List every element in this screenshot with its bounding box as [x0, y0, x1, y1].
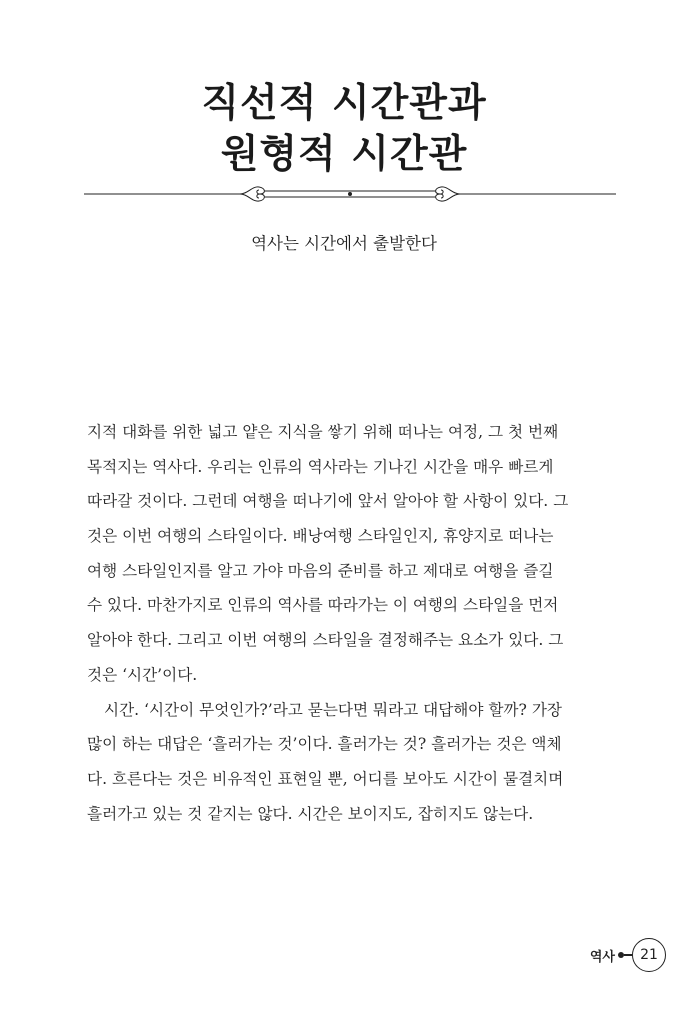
body-line: 알아야 한다. 그리고 이번 여행의 스타일을 결정해주는 요소가 있다. 그: [87, 631, 564, 650]
body-text: [87, 415, 619, 831]
body-line: 따라갈 것이다. 그런데 여행을 떠나기에 앞서 알아야 할 사항이 있다. 그: [87, 492, 569, 511]
section-subtitle: 역사는 시간에서 출발한다: [251, 234, 437, 253]
chapter-title: [0, 78, 688, 180]
connector-line: [624, 954, 632, 956]
body-line: 것은 ‘시간’이다.: [87, 665, 198, 684]
body-line: 흘러가고 있는 것 같지는 않다. 시간은 보이지도, 잡히지도 않는다.: [87, 804, 534, 823]
body-line: 여행 스타일인지를 알고 가야 마음의 준비를 하고 제대로 여행을 즐길: [87, 561, 554, 580]
footer-connector: [618, 952, 632, 958]
body-line: 많이 하는 대답은 ‘흘러가는 것’이다. 흘러가는 것? 흘러가는 것은 액체: [87, 735, 562, 754]
section-label: 역사: [589, 949, 615, 965]
page-number: 21: [632, 938, 666, 972]
body-line: 다. 흐른다는 것은 비유적인 표현일 뿐, 어디를 보아도 시간이 물결치며: [87, 769, 564, 788]
body-line: 목적지는 역사다. 우리는 인류의 역사라는 기나긴 시간을 매우 빠르게: [87, 457, 554, 476]
body-line: 수 있다. 마찬가지로 인류의 역사를 따라가는 이 여행의 스타일을 먼저: [87, 596, 559, 615]
body-line: 시간. ‘시간이 무엇인가?’라고 묻는다면 뭐라고 대답해야 할까? 가장: [104, 700, 562, 719]
chapter-title-line-1: 직선적 시간관과: [201, 81, 487, 126]
page-footer: [590, 937, 666, 973]
body-line: 지적 대화를 위한 넓고 얕은 지식을 쌓기 위해 떠나는 여정, 그 첫 번째: [87, 423, 559, 441]
chapter-title-line-2: 원형적 시간관: [220, 132, 468, 177]
body-line: 것은 이번 여행의 스타일이다. 배낭여행 스타일인지, 휴양지로 떠나는: [87, 527, 554, 546]
ornamental-divider: [84, 180, 616, 208]
